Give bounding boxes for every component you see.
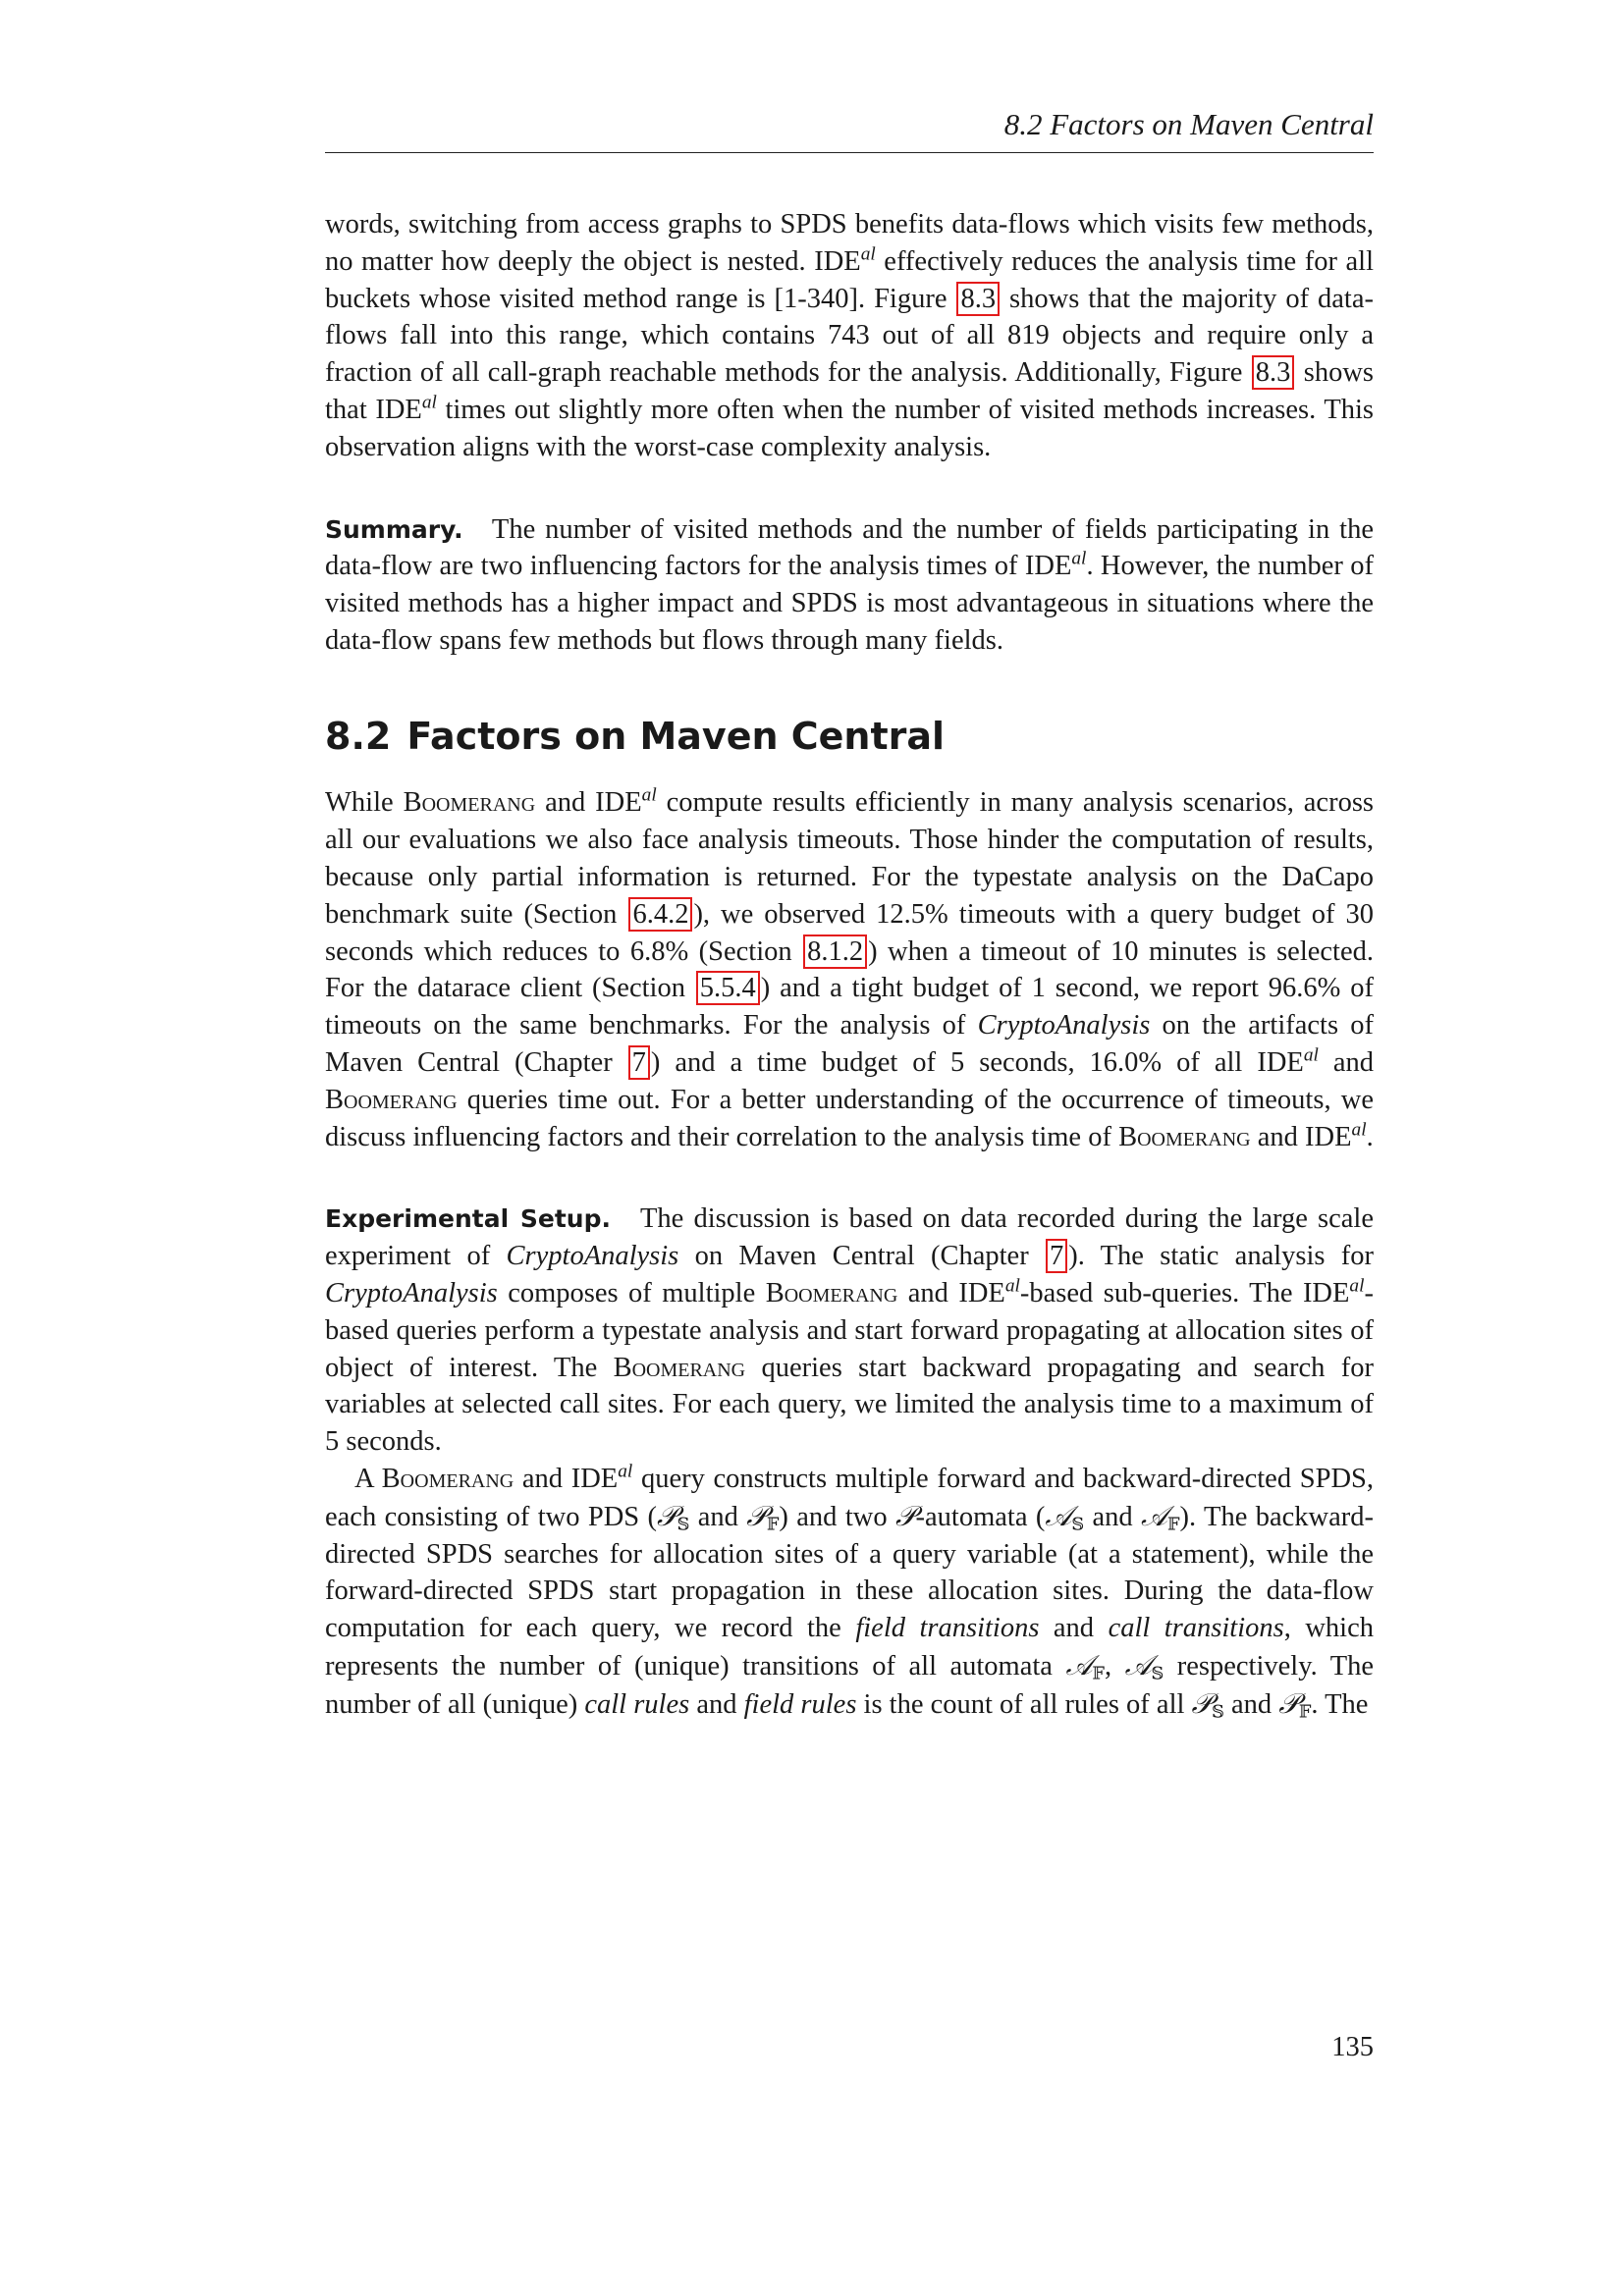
call-rules-term: call rules: [584, 1688, 690, 1720]
paragraph-spds-construction: A Boomerang and $IDE^{al}$ query constructs multiple forward and backward-directed SPDS, each consisting of two PDS (𝒫$_𝕊$ and 𝒫$_𝔽$) and two 𝒫-automata (𝒜$_𝕊$ and 𝒜$_𝔽$). The backward-directed SPDS searches for allocation sites of a query variable (at a statement), while the forward-directed SPDS start propagation in these allocation sites. During the data-flow computation for each query, we record the field transitions and call transitions, which represents the number of (unique) transitions of all automata 𝒜$_𝔽$, 𝒜$_𝕊$ respectively. The number of all (unique) call rules and field rules is the count of all rules of all 𝒫$_𝕊$ and 𝒫$_𝔽$. The: [325, 1461, 1375, 1722]
section-ref-6-4-2[interactable]: 6.4.2: [628, 897, 692, 932]
ide-al: $IDE^{al}$: [375, 392, 437, 425]
boomerang-name: Boomerang: [381, 1463, 514, 1494]
boomerang-name: Boomerang: [613, 1352, 746, 1383]
p-s: 𝒫$_𝕊$: [1191, 1686, 1224, 1722]
section-number: 8.2: [325, 714, 392, 758]
p-s: 𝒫$_𝕊$: [657, 1499, 690, 1534]
ide-al: $IDE^{al}$: [958, 1275, 1020, 1308]
field-rules-term: field rules: [743, 1688, 857, 1720]
a-f: 𝒜$_𝔽$: [1141, 1499, 1180, 1534]
chapter-ref-7[interactable]: 7: [628, 1045, 650, 1080]
ide-al: $IDE^{al}$: [1305, 1118, 1367, 1152]
p-script: 𝒫: [894, 1499, 916, 1532]
a-f: 𝒜$_𝔽$: [1065, 1648, 1105, 1683]
ide-al: $IDE^{al}$: [1302, 1275, 1365, 1308]
chapter-ref-7-second[interactable]: 7: [1046, 1239, 1067, 1273]
a-s: 𝒜$_𝕊$: [1045, 1499, 1085, 1534]
ide-al: $IDE^{al}$: [570, 1461, 633, 1494]
running-header: 8.2 Factors on Maven Central: [325, 106, 1374, 153]
body-text: [325, 206, 1374, 1723]
ide-al: $IDE^{al}$: [1024, 548, 1087, 582]
section-ref-8-1-2[interactable]: 8.1.2: [803, 934, 867, 969]
p-f: 𝒫$_𝔽$: [1278, 1686, 1312, 1722]
boomerang-name: Boomerang: [1118, 1121, 1251, 1152]
ide-al: $IDE^{al}$: [1257, 1044, 1319, 1078]
figure-ref-8-3[interactable]: 8.3: [956, 282, 1000, 316]
boomerang-name: Boomerang: [403, 787, 536, 819]
figure-ref-8-3-second[interactable]: 8.3: [1252, 355, 1295, 390]
summary-label: Summary.: [325, 514, 463, 544]
boomerang-name: Boomerang: [325, 1084, 458, 1115]
crypto-analysis-name: CryptoAnalysis: [977, 1010, 1151, 1041]
paragraph-timeouts: While Boomerang and $IDE^{al}$ compute results efficiently in many analysis scenarios, across all our evaluations we also face analysis timeouts. Those hinder the computation of results, because only partial information is returned. For the typestate analysis on the DaCapo benchmark suite (Section 6.4.2 ), we observed 12.5% timeouts with a query budget of 30 seconds which reduces to 6.8% (Section 8.1.2 ) when a timeout of 10 minutes is selected. For the datarace client (Section 5.5.4 ) and a tight budget of 1 second, we report 96.6% of timeouts on the same benchmarks. For the analysis of CryptoAnalysis on the artifacts of Maven Central (Chapter 7 ) and a time budget of 5 seconds, 16.0% of all $IDE^{al}$ and Boomerang queries time out. For a better understanding of the occurrence of timeouts, we discuss influencing factors and their correlation to the analysis time of Boomerang and $IDE^{al}$.: [325, 784, 1374, 1152]
field-transitions-term: field transitions: [855, 1613, 1040, 1644]
boomerang-name: Boomerang: [765, 1277, 898, 1308]
p-f: 𝒫$_𝔽$: [746, 1499, 780, 1534]
call-transitions-term: call transitions: [1108, 1613, 1284, 1644]
crypto-analysis-name: CryptoAnalysis: [506, 1241, 679, 1272]
a-s: 𝒜$_𝕊$: [1124, 1648, 1164, 1683]
crypto-analysis-name: CryptoAnalysis: [325, 1277, 498, 1308]
paragraph-summary: Summary. The number of visited methods and the number of fields participating in the data-flow are two influencing factors for the analysis times of $IDE^{al}$. However, the number of visited methods has a higher impact and SPDS is most advantageous in situations where the data-flow spans few methods but flows through many fields.: [325, 513, 1374, 656]
section-title: Factors on Maven Central: [406, 714, 946, 758]
ide-al: $IDE^{al}$: [595, 784, 657, 819]
section-heading: [325, 715, 1374, 760]
section-ref-5-5-4[interactable]: 5.5.4: [696, 971, 760, 1005]
setup-label: Experimental Setup.: [325, 1204, 611, 1234]
paragraph-experimental-setup: Experimental Setup. The discussion is based on data recorded during the large scale experiment of CryptoAnalysis on Maven Central (Chapter 7 ). The static analysis for CryptoAnalysis composes of multiple Boomerang and $IDE^{al}$-based sub-queries. The $IDE^{al}$-based queries perform a typestate analysis and start forward propagating at allocation sites of object of interest. The Boomerang queries start backward propagating and search for variables at selected call sites. For each query, we limited the analysis time to a maximum of 5 seconds.: [325, 1203, 1375, 1458]
ide-al: $IDE^{al}$: [814, 243, 876, 277]
paragraph-visited-methods: words, switching from access graphs to SPDS benefits data-flows which visits few methods, no matter how deeply the object is nested. $IDE^{al}$ effectively reduces the analysis time for all buckets whose visited method range is [1-340]. Figure 8.3 shows that the majority of data-flows fall into this range, which contains 743 out of all 819 objects and require only a fraction of all call-graph reachable methods for the analysis. Additionally, Figure 8.3 shows that $IDE^{al}$ times out slightly more often when the number of visited methods increases. This observation aligns with the worst-case complexity analysis.: [325, 209, 1375, 462]
page-number: 135: [1331, 2032, 1374, 2062]
